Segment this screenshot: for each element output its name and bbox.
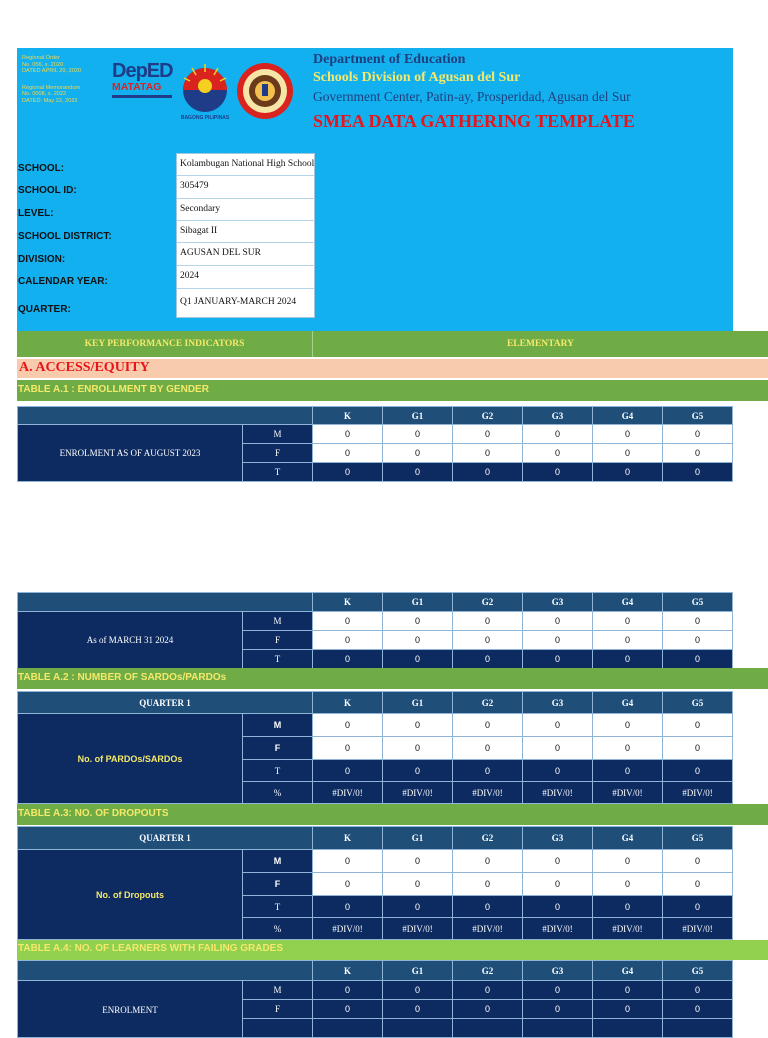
grade-header: K (313, 827, 383, 850)
school-label: SCHOOL: (18, 163, 65, 174)
sex-label: M (243, 850, 313, 873)
row-group-label: No. of Dropouts (18, 850, 243, 940)
data-cell[interactable]: 0 (313, 714, 383, 737)
sex-label: M (243, 981, 313, 1000)
sex-label: T (243, 650, 313, 669)
sex-label: M (243, 612, 313, 631)
data-cell[interactable]: 0 (663, 425, 733, 444)
department-seal-logo (236, 62, 294, 120)
grade-header: G3 (522, 827, 592, 850)
quarter-label: QUARTER: (18, 304, 71, 315)
data-cell[interactable]: 0 (313, 981, 383, 1000)
level-label: LEVEL: (18, 208, 54, 219)
table-a1-march (17, 592, 733, 669)
table-header-row (18, 593, 733, 612)
order-line: No. 0008, s. 2022 (22, 91, 67, 98)
district-value[interactable]: Sibagat II (177, 221, 314, 243)
total-cell: 0 (313, 760, 383, 782)
sex-label: F (243, 631, 313, 650)
page-title: SMEA DATA GATHERING TEMPLATE (313, 111, 635, 131)
total-cell: 0 (453, 463, 523, 482)
deped-logo-text: DepED (112, 60, 173, 82)
kpi-label: KEY PERFORMANCE INDICATORS (84, 339, 245, 349)
total-cell: 0 (593, 463, 663, 482)
percent-cell: #DIV/0! (313, 918, 383, 940)
percent-cell: #DIV/0! (592, 782, 662, 804)
division-label: DIVISION: (18, 254, 66, 265)
grade-header: G4 (592, 692, 662, 714)
grade-header: G3 (522, 692, 592, 714)
data-cell[interactable]: 0 (313, 873, 383, 896)
data-cell[interactable]: 0 (593, 981, 663, 1000)
regional-orders (22, 55, 108, 105)
data-cell[interactable]: 0 (313, 737, 383, 760)
matatag-logo-text: MATATAG (112, 81, 162, 93)
order-line: Regional Memorandum (22, 84, 81, 91)
data-cell[interactable]: 0 (662, 850, 732, 873)
table-row (18, 612, 733, 631)
data-cell[interactable]: 0 (453, 1000, 523, 1019)
sex-label: % (243, 918, 313, 940)
data-cell[interactable]: 0 (383, 981, 453, 1000)
grade-header: G3 (523, 593, 593, 612)
grade-header: K (313, 407, 383, 425)
order-line: Regional Order (22, 55, 60, 61)
grade-header: G5 (663, 593, 733, 612)
data-cell[interactable]: 0 (523, 425, 593, 444)
table-a4-title-bar (17, 940, 768, 960)
grade-header: K (313, 692, 383, 714)
division-value[interactable]: AGUSAN DEL SUR (177, 243, 314, 266)
department-heading: Department of Education (313, 52, 466, 67)
grade-header: G3 (523, 961, 593, 981)
data-cell[interactable]: 0 (453, 631, 523, 650)
bagong-pilipinas-text: BAGONG PILIPINAS (180, 115, 230, 121)
data-cell[interactable]: 0 (522, 714, 592, 737)
table-header-row (18, 827, 733, 850)
table-a1-title-bar (17, 380, 768, 401)
total-cell: 0 (662, 896, 732, 918)
percent-cell: #DIV/0! (383, 782, 453, 804)
row-group-label: No. of PARDOs/SARDOs (18, 714, 243, 804)
data-cell[interactable]: 0 (453, 425, 523, 444)
order-line: DATED: May 22, 2022 (22, 97, 78, 104)
table-a2-title: TABLE A.2 : NUMBER OF SARDOs/PARDOs (18, 672, 227, 683)
table-header-row (18, 961, 733, 981)
sex-label: M (243, 714, 313, 737)
percent-cell: #DIV/0! (522, 782, 592, 804)
grade-header: G3 (523, 407, 593, 425)
grade-header: G4 (593, 407, 663, 425)
school-id-value[interactable]: 305479 (177, 176, 314, 199)
data-cell[interactable]: 0 (313, 444, 383, 463)
row-group-label: ENROLMENT AS OF AUGUST 2023 (18, 425, 243, 482)
quarter-header: QUARTER 1 (18, 692, 313, 714)
order-line: No. 056, s. 2020 (22, 61, 64, 68)
total-cell: 0 (522, 760, 592, 782)
sex-label: % (243, 782, 313, 804)
data-cell[interactable]: 0 (313, 850, 383, 873)
total-cell: 0 (663, 650, 733, 669)
table-header-row (18, 407, 733, 425)
deped-matatag-logo (112, 60, 176, 124)
table-row (18, 981, 733, 1000)
data-cell[interactable]: 0 (523, 631, 593, 650)
grade-header: G1 (383, 827, 453, 850)
level-value[interactable]: Secondary (177, 199, 314, 221)
total-cell: 0 (452, 760, 522, 782)
total-cell: 0 (383, 650, 453, 669)
data-cell[interactable]: 0 (313, 425, 383, 444)
data-cell[interactable]: 0 (523, 981, 593, 1000)
data-cell[interactable]: 0 (663, 981, 733, 1000)
table-a3-title: TABLE A.3: NO. OF DROPOUTS (18, 808, 169, 819)
data-cell[interactable]: 0 (383, 714, 453, 737)
total-cell: 0 (523, 463, 593, 482)
school-value[interactable]: Kolambugan National High School (177, 154, 314, 176)
data-cell[interactable]: 0 (592, 737, 662, 760)
percent-cell: #DIV/0! (522, 918, 592, 940)
sex-label: F (243, 873, 313, 896)
data-cell[interactable]: 0 (452, 737, 522, 760)
data-cell[interactable]: 0 (453, 444, 523, 463)
total-cell: 0 (592, 896, 662, 918)
data-cell[interactable]: 0 (593, 612, 663, 631)
grade-header: G5 (662, 827, 732, 850)
data-cell[interactable]: 0 (523, 444, 593, 463)
data-cell[interactable]: 0 (452, 873, 522, 896)
data-cell[interactable]: 0 (383, 425, 453, 444)
percent-cell: #DIV/0! (383, 918, 453, 940)
data-cell[interactable]: 0 (593, 444, 663, 463)
data-cell[interactable]: 0 (383, 1000, 453, 1019)
data-cell[interactable]: 0 (522, 737, 592, 760)
table-a2 (17, 691, 733, 804)
quarter-header: QUARTER 1 (18, 827, 313, 850)
data-cell[interactable]: 0 (662, 873, 732, 896)
sex-label: M (243, 425, 313, 444)
data-cell[interactable]: 0 (383, 444, 453, 463)
grade-header: G5 (662, 692, 732, 714)
percent-cell: #DIV/0! (313, 782, 383, 804)
grade-header: G5 (663, 961, 733, 981)
data-cell[interactable]: 0 (453, 981, 523, 1000)
data-cell[interactable]: 0 (383, 873, 453, 896)
data-cell[interactable]: 0 (383, 631, 453, 650)
data-cell[interactable]: 0 (383, 612, 453, 631)
grade-header: K (313, 961, 383, 981)
data-cell[interactable]: 0 (522, 850, 592, 873)
table-row (18, 714, 733, 737)
data-cell[interactable]: 0 (523, 612, 593, 631)
grade-header: G1 (383, 692, 453, 714)
data-cell[interactable]: 0 (662, 714, 732, 737)
data-cell[interactable]: 0 (452, 850, 522, 873)
grade-header: G2 (452, 692, 522, 714)
order-line: DATED APRIL 20, 2020 (22, 68, 82, 75)
total-cell: 0 (663, 463, 733, 482)
district-label: SCHOOL DISTRICT: (18, 231, 112, 242)
data-cell[interactable]: 0 (453, 612, 523, 631)
grade-header: G4 (592, 827, 662, 850)
total-cell: 0 (592, 760, 662, 782)
grade-header: K (313, 593, 383, 612)
table-row (18, 850, 733, 873)
grade-header: G1 (383, 593, 453, 612)
section-a-title: A. ACCESS/EQUITY (19, 360, 150, 375)
percent-cell: #DIV/0! (662, 782, 732, 804)
data-cell[interactable]: 0 (592, 714, 662, 737)
data-cell[interactable]: 0 (663, 631, 733, 650)
grade-header: G2 (452, 827, 522, 850)
total-cell: 0 (313, 463, 383, 482)
row-group-label: ENROLMENT (18, 981, 243, 1038)
total-cell: 0 (383, 463, 453, 482)
data-cell[interactable]: 0 (593, 631, 663, 650)
sex-label: T (243, 760, 313, 782)
table-row (18, 425, 733, 444)
table-a1-title: TABLE A.1 : ENROLLMENT BY GENDER (18, 384, 209, 395)
grade-header: G4 (593, 593, 663, 612)
grade-header: G2 (453, 407, 523, 425)
table-a1 (17, 406, 733, 482)
total-cell: 0 (452, 896, 522, 918)
data-cell[interactable]: 0 (592, 873, 662, 896)
table-a4 (17, 960, 733, 1038)
data-cell[interactable]: 0 (523, 1000, 593, 1019)
row-group-label: As of MARCH 31 2024 (18, 612, 243, 669)
data-cell[interactable]: 0 (452, 714, 522, 737)
table-a3 (17, 826, 733, 940)
data-cell[interactable]: 0 (663, 1000, 733, 1019)
bagong-pilipinas-logo (174, 60, 236, 122)
data-cell[interactable]: 0 (592, 850, 662, 873)
grade-header: G1 (383, 961, 453, 981)
sex-label: T (243, 896, 313, 918)
percent-cell: #DIV/0! (452, 782, 522, 804)
data-cell[interactable]: 0 (663, 612, 733, 631)
year-value[interactable]: 2024 (177, 266, 314, 289)
sex-label: T (243, 463, 313, 482)
grade-header: G2 (453, 593, 523, 612)
total-cell: 0 (662, 760, 732, 782)
total-cell: 0 (383, 896, 453, 918)
address-heading: Government Center, Patin-ay, Prosperidad, Agusan del Sur (313, 89, 631, 104)
sex-label: F (243, 444, 313, 463)
data-cell[interactable]: 0 (313, 631, 383, 650)
total-cell: 0 (313, 650, 383, 669)
data-cell[interactable]: 0 (383, 850, 453, 873)
percent-cell: #DIV/0! (592, 918, 662, 940)
data-cell[interactable]: 0 (663, 444, 733, 463)
kpi-header-band (17, 331, 768, 357)
total-cell: 0 (522, 896, 592, 918)
grade-header: G5 (663, 407, 733, 425)
section-a-band (17, 359, 768, 378)
year-label: CALENDAR YEAR: (18, 276, 108, 287)
school-info-box (176, 153, 315, 318)
school-id-label: SCHOOL ID: (18, 185, 77, 196)
data-cell[interactable]: 0 (522, 873, 592, 896)
data-cell[interactable]: 0 (383, 737, 453, 760)
data-cell[interactable]: 0 (313, 612, 383, 631)
total-cell: 0 (383, 760, 453, 782)
table-header-row (18, 692, 733, 714)
sex-label: F (243, 737, 313, 760)
total-cell: 0 (593, 650, 663, 669)
total-cell: 0 (313, 896, 383, 918)
elementary-label: ELEMENTARY (506, 339, 575, 349)
table-a2-title-bar (17, 668, 768, 689)
percent-cell: #DIV/0! (452, 918, 522, 940)
data-cell[interactable]: 0 (313, 1000, 383, 1019)
data-cell[interactable]: 0 (662, 737, 732, 760)
quarter-value[interactable]: Q1 JANUARY-MARCH 2024 (180, 297, 297, 307)
grade-header: G2 (453, 961, 523, 981)
sex-label: F (243, 1000, 313, 1019)
data-cell[interactable]: 0 (593, 425, 663, 444)
grade-header: G1 (383, 407, 453, 425)
table-a3-title-bar (17, 804, 768, 825)
division-heading: Schools Division of Agusan del Sur (313, 70, 521, 85)
percent-cell: #DIV/0! (662, 918, 732, 940)
total-cell: 0 (453, 650, 523, 669)
total-cell: 0 (523, 650, 593, 669)
grade-header: G4 (593, 961, 663, 981)
table-a4-title: TABLE A.4: NO. OF LEARNERS WITH FAILING GRADES (18, 943, 283, 954)
data-cell[interactable]: 0 (593, 1000, 663, 1019)
